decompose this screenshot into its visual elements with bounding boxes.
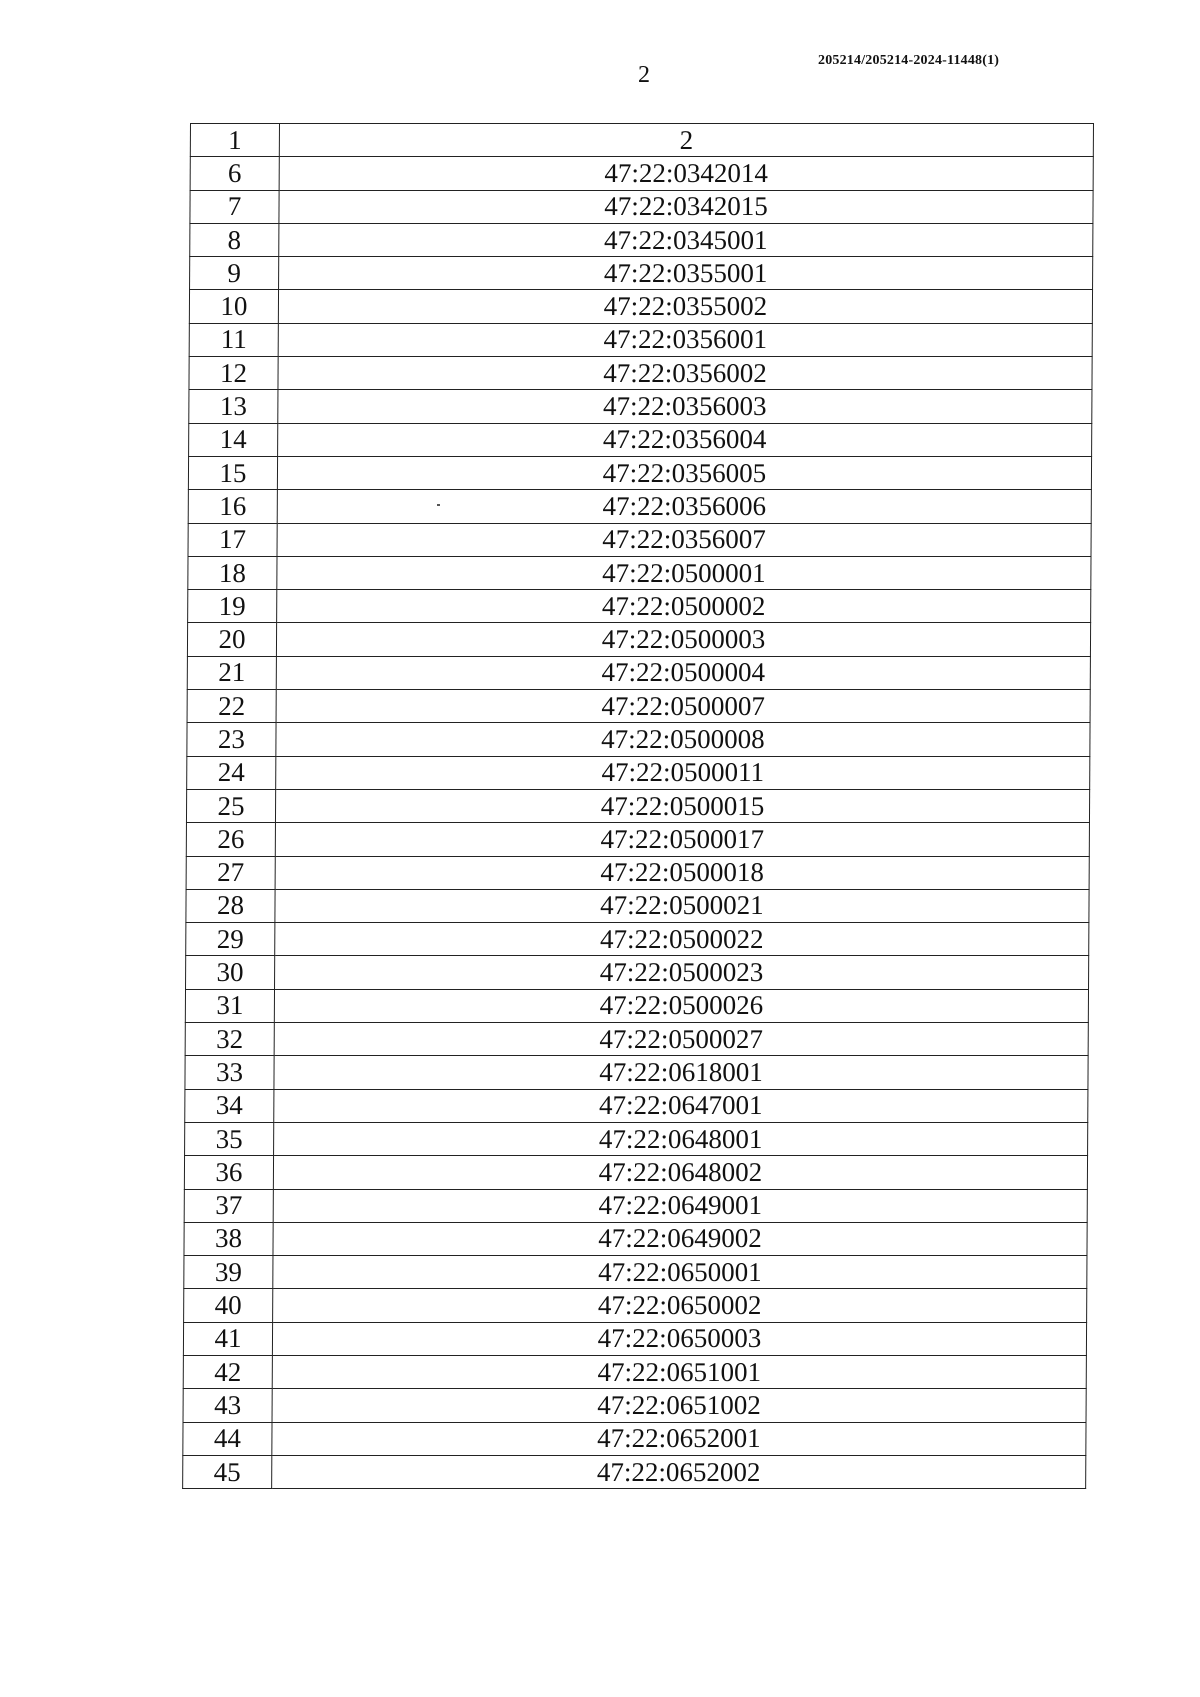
table-row — [184, 1156, 1087, 1189]
row-number-cell: 22 — [187, 690, 276, 723]
row-number-cell: 23 — [187, 723, 276, 756]
table-row — [184, 1289, 1087, 1322]
column-header-number: 1 — [190, 124, 279, 157]
table-body — [183, 124, 1094, 1489]
table-row — [189, 357, 1092, 390]
table-row — [188, 556, 1091, 589]
table-row — [190, 223, 1093, 256]
row-number-cell: 9 — [190, 257, 279, 290]
row-number-cell: 16 — [188, 490, 277, 523]
table-row — [183, 1422, 1086, 1455]
row-number-cell: 28 — [186, 889, 275, 922]
cadastral-number-cell: 47:22:0500022 — [275, 923, 1089, 956]
cadastral-number-cell: 47:22:0500007 — [276, 690, 1090, 723]
row-number-cell: 10 — [189, 290, 278, 323]
cadastral-number-cell: 47:22:0652001 — [272, 1422, 1086, 1455]
registry-table-container — [182, 123, 1093, 1489]
table-row — [186, 823, 1089, 856]
cadastral-number-cell: 47:22:0647001 — [274, 1089, 1088, 1122]
table-row — [188, 490, 1091, 523]
cadastral-number-cell: 47:22:0500004 — [276, 656, 1090, 689]
table-row — [188, 523, 1091, 556]
table-row — [183, 1389, 1086, 1422]
row-number-cell: 30 — [186, 956, 275, 989]
cadastral-number-cell: 47:22:0356001 — [278, 323, 1092, 356]
table-row — [184, 1256, 1087, 1289]
cadastral-number-cell: 47:22:0356005 — [277, 456, 1091, 489]
row-number-cell: 34 — [185, 1089, 274, 1122]
row-number-cell: 20 — [187, 623, 276, 656]
row-number-cell: 6 — [190, 157, 279, 190]
table-row — [187, 723, 1090, 756]
row-number-cell: 41 — [183, 1322, 272, 1355]
row-number-cell: 33 — [185, 1056, 274, 1089]
table-row — [186, 856, 1089, 889]
cadastral-number-cell: 47:22:0649002 — [273, 1222, 1087, 1255]
table-header-row — [190, 124, 1093, 157]
document-id: 205214/205214-2024-11448(1) — [818, 53, 1000, 68]
row-number-cell: 11 — [189, 323, 278, 356]
table-row — [186, 956, 1089, 989]
row-number-cell: 44 — [183, 1422, 272, 1455]
page-number: 2 — [638, 62, 650, 88]
cadastral-number-cell: 47:22:0356004 — [278, 423, 1092, 456]
cadastral-number-cell: 47:22:0345001 — [279, 223, 1093, 256]
row-number-cell: 38 — [184, 1222, 273, 1255]
row-number-cell: 29 — [186, 923, 275, 956]
table-row — [189, 323, 1092, 356]
cadastral-number-cell: 47:22:0342014 — [279, 157, 1093, 190]
row-number-cell: 39 — [184, 1256, 273, 1289]
table-row — [187, 656, 1090, 689]
table-row — [188, 456, 1091, 489]
table-row — [187, 756, 1090, 789]
row-number-cell: 15 — [188, 456, 277, 489]
row-number-cell: 17 — [188, 523, 277, 556]
table-row — [185, 1122, 1088, 1155]
cadastral-number-cell: 47:22:0500015 — [275, 789, 1089, 822]
row-number-cell: 45 — [183, 1455, 272, 1488]
cadastral-number-cell: 47:22:0342015 — [279, 190, 1093, 223]
row-number-cell: 21 — [187, 656, 276, 689]
row-number-cell: 32 — [185, 1023, 274, 1056]
table-row — [188, 590, 1091, 623]
cadastral-number-table — [182, 123, 1094, 1489]
row-number-cell: 40 — [184, 1289, 273, 1322]
row-number-cell: 42 — [183, 1355, 272, 1388]
scan-speck — [437, 504, 440, 506]
table-row — [186, 789, 1089, 822]
row-number-cell: 13 — [189, 390, 278, 423]
table-row — [185, 989, 1088, 1022]
table-row — [185, 1089, 1088, 1122]
row-number-cell: 8 — [190, 223, 279, 256]
table-row — [189, 390, 1092, 423]
cadastral-number-cell: 47:22:0500018 — [275, 856, 1089, 889]
cadastral-number-cell: 47:22:0500011 — [276, 756, 1090, 789]
row-number-cell: 36 — [184, 1156, 273, 1189]
cadastral-number-cell: 47:22:0500003 — [276, 623, 1090, 656]
row-number-cell: 27 — [186, 856, 275, 889]
row-number-cell: 12 — [189, 357, 278, 390]
table-row — [187, 690, 1090, 723]
cadastral-number-cell: 47:22:0618001 — [274, 1056, 1088, 1089]
cadastral-number-cell: 47:22:0355002 — [278, 290, 1092, 323]
row-number-cell: 35 — [185, 1122, 274, 1155]
table-row — [190, 157, 1093, 190]
cadastral-number-cell: 47:22:0500021 — [275, 889, 1089, 922]
row-number-cell: 18 — [188, 556, 277, 589]
cadastral-number-cell: 47:22:0356006 — [277, 490, 1091, 523]
cadastral-number-cell: 47:22:0500026 — [274, 989, 1088, 1022]
cadastral-number-cell: 47:22:0500002 — [277, 590, 1091, 623]
cadastral-number-cell: 47:22:0648002 — [273, 1156, 1087, 1189]
row-number-cell: 19 — [188, 590, 277, 623]
cadastral-number-cell: 47:22:0356002 — [278, 357, 1092, 390]
table-row — [184, 1222, 1087, 1255]
cadastral-number-cell: 47:22:0500027 — [274, 1023, 1088, 1056]
cadastral-number-cell: 47:22:0500008 — [276, 723, 1090, 756]
table-row — [189, 423, 1092, 456]
cadastral-number-cell: 47:22:0356003 — [278, 390, 1092, 423]
table-row — [190, 190, 1093, 223]
table-row — [183, 1355, 1086, 1388]
cadastral-number-cell: 47:22:0500017 — [275, 823, 1089, 856]
cadastral-number-cell: 47:22:0649001 — [273, 1189, 1087, 1222]
table-row — [186, 923, 1089, 956]
cadastral-number-cell: 47:22:0650002 — [273, 1289, 1087, 1322]
cadastral-number-cell: 47:22:0650003 — [272, 1322, 1086, 1355]
cadastral-number-cell: 47:22:0356007 — [277, 523, 1091, 556]
cadastral-number-cell: 47:22:0651002 — [272, 1389, 1086, 1422]
table-row — [189, 290, 1092, 323]
cadastral-number-cell: 47:22:0650001 — [273, 1256, 1087, 1289]
cadastral-number-cell: 47:22:0500001 — [277, 556, 1091, 589]
cadastral-number-cell: 47:22:0648001 — [274, 1122, 1088, 1155]
cadastral-number-cell: 47:22:0500023 — [275, 956, 1089, 989]
table-row — [190, 257, 1093, 290]
row-number-cell: 7 — [190, 190, 279, 223]
cadastral-number-cell: 47:22:0355001 — [279, 257, 1093, 290]
table-row — [185, 1023, 1088, 1056]
row-number-cell: 24 — [187, 756, 276, 789]
cadastral-number-cell: 47:22:0652002 — [272, 1455, 1086, 1488]
table-row — [187, 623, 1090, 656]
row-number-cell: 31 — [185, 989, 274, 1022]
table-row — [183, 1455, 1086, 1488]
row-number-cell: 14 — [189, 423, 278, 456]
table-row — [184, 1189, 1087, 1222]
row-number-cell: 37 — [184, 1189, 273, 1222]
row-number-cell: 26 — [186, 823, 275, 856]
row-number-cell: 43 — [183, 1389, 272, 1422]
table-row — [183, 1322, 1086, 1355]
cadastral-number-cell: 47:22:0651001 — [272, 1355, 1086, 1388]
table-row — [185, 1056, 1088, 1089]
column-header-cadastral: 2 — [279, 124, 1093, 157]
row-number-cell: 25 — [186, 789, 275, 822]
table-row — [186, 889, 1089, 922]
